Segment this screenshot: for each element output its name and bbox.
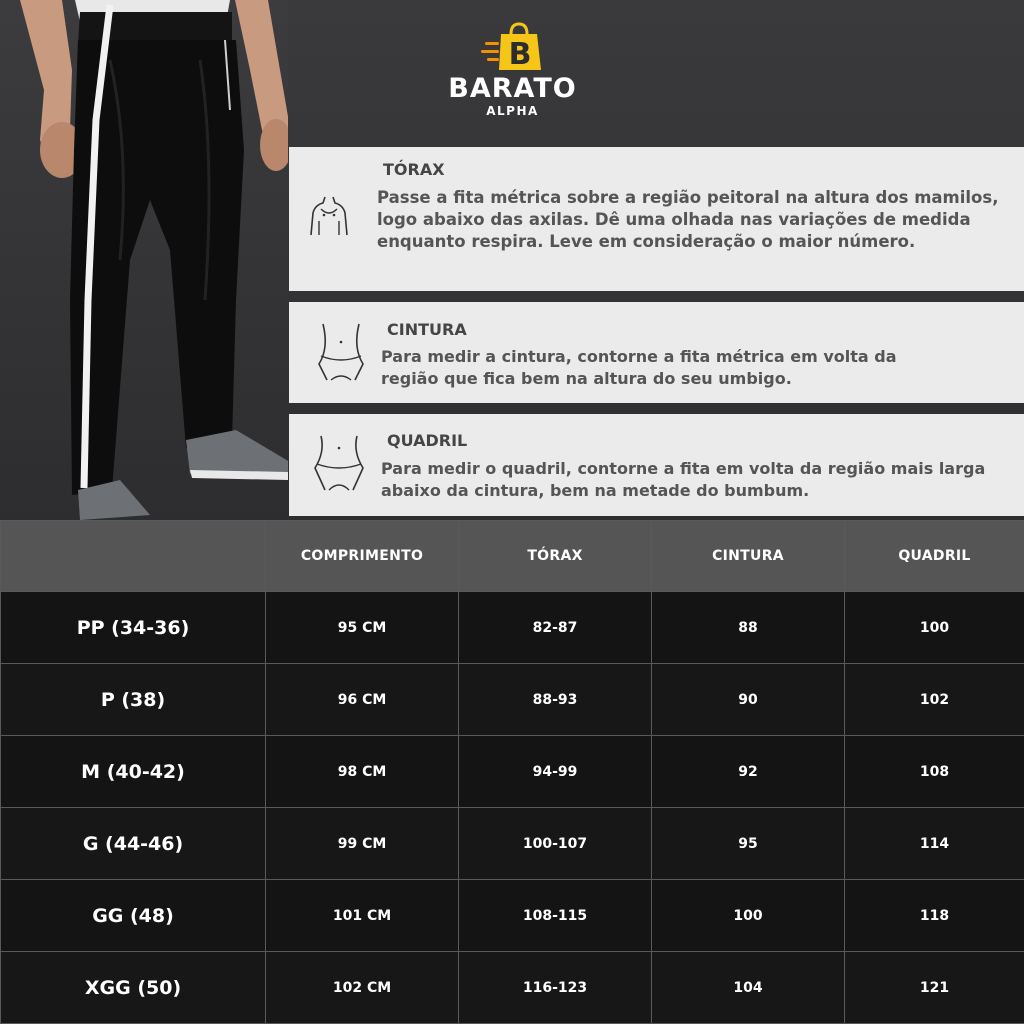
brand-subtitle: ALPHA [486,104,539,118]
waist-icon [313,322,369,384]
cell-torax: 94-99 [459,736,652,808]
table-row [1,808,1024,880]
cell-cintura: 90 [652,664,845,736]
pants-model-illustration [0,0,288,520]
cell-comprimento: 99 CM [266,808,459,880]
cell-torax: 88-93 [459,664,652,736]
cell-cintura: 95 [652,808,845,880]
size-label: GG (48) [1,880,266,952]
cell-quadril: 108 [845,736,1024,808]
chest-icon [307,195,351,237]
cell-comprimento: 98 CM [266,736,459,808]
torax-title: TÓRAX [383,160,445,179]
svg-text:B: B [508,37,531,72]
size-label: P (38) [1,664,266,736]
quadril-title: QUADRIL [387,431,468,450]
size-label: XGG (50) [1,952,266,1024]
header-size [1,521,266,592]
cell-torax: 108-115 [459,880,652,952]
size-label: PP (34-36) [1,592,266,664]
brand-name: BARATO [448,73,577,104]
cintura-info-panel [289,302,1024,403]
shopping-bag-logo-icon [481,20,545,72]
table-header-row [1,521,1024,592]
cell-comprimento: 101 CM [266,880,459,952]
cell-comprimento: 102 CM [266,952,459,1024]
size-label: G (44-46) [1,808,266,880]
cell-quadril: 100 [845,592,1024,664]
cell-cintura: 92 [652,736,845,808]
hip-icon [311,434,367,496]
product-photo [0,0,288,520]
cell-quadril: 118 [845,880,1024,952]
table-row [1,952,1024,1024]
cintura-description: Para medir a cintura, contorne a fita métrica em volta da região que fica bem na altura do seu umbigo. [381,347,897,388]
size-chart-table [0,520,1024,1024]
cell-cintura: 104 [652,952,845,1024]
size-label: M (40-42) [1,736,266,808]
table-row [1,880,1024,952]
cell-torax: 100-107 [459,808,652,880]
quadril-info-panel [289,414,1024,516]
cell-torax: 82-87 [459,592,652,664]
cell-quadril: 102 [845,664,1024,736]
cell-quadril: 114 [845,808,1024,880]
quadril-description: Para medir o quadril, contorne a fita em volta da região mais larga abaixo da cintura, bem na metade do bumbum. [381,459,986,500]
table-row [1,736,1024,808]
table-row [1,592,1024,664]
torax-info-panel [289,147,1024,291]
header-quadril: QUADRIL [845,521,1024,592]
header-torax: TÓRAX [459,521,652,592]
header-comprimento: COMPRIMENTO [266,521,459,592]
header-cintura: CINTURA [652,521,845,592]
cell-quadril: 121 [845,952,1024,1024]
cell-cintura: 88 [652,592,845,664]
cell-comprimento: 96 CM [266,664,459,736]
table-row [1,664,1024,736]
brand-logo [430,20,595,130]
cintura-title: CINTURA [387,320,467,339]
cell-torax: 116-123 [459,952,652,1024]
cell-comprimento: 95 CM [266,592,459,664]
torax-description: Passe a fita métrica sobre a região peitoral na altura dos mamilos, logo abaixo das axilas. Dê uma olhada nas variações de medida enquanto respira. Leve em consideração o maior número. [377,188,999,251]
cell-cintura: 100 [652,880,845,952]
